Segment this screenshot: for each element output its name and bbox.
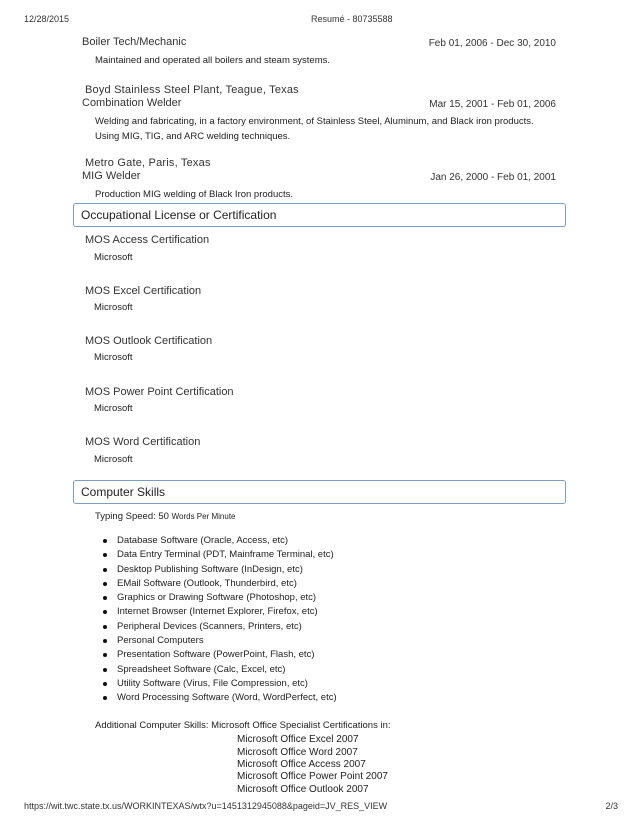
- section-header-certifications: Occupational License or Certification: [73, 203, 566, 227]
- bullet-icon: [103, 696, 107, 700]
- bullet-icon: [103, 539, 107, 543]
- job-title: Boiler Tech/Mechanic: [82, 36, 187, 48]
- bullet-icon: [103, 668, 107, 672]
- bullet-icon: [103, 568, 107, 572]
- certification-issuer: Microsoft: [94, 302, 133, 313]
- bullet-icon: [103, 639, 107, 643]
- certification-title: MOS Outlook Certification: [85, 335, 213, 347]
- job-company: Metro Gate, Paris, Texas: [85, 157, 211, 169]
- additional-skill-item: Microsoft Office Word 2007: [237, 747, 358, 758]
- computer-skills-list: [103, 534, 337, 706]
- job-dates: Feb 01, 2006 - Dec 30, 2010: [428, 38, 556, 49]
- job-description: Maintained and operated all boilers and steam systems.: [95, 55, 330, 66]
- job-description: Welding and fabricating, in a factory environment, of Stainless Steel, Aluminum, and Black iron products.: [95, 116, 534, 127]
- job-description: Production MIG welding of Black Iron products.: [95, 189, 294, 200]
- certification-issuer: Microsoft: [94, 252, 133, 263]
- bullet-icon: [103, 596, 107, 600]
- job-title: Combination Welder: [82, 97, 182, 109]
- print-date: 12/28/2015: [24, 14, 70, 24]
- list-item: Graphics or Drawing Software (Photoshop, etc): [103, 591, 337, 605]
- list-item: Peripheral Devices (Scanners, Printers, etc): [103, 620, 337, 634]
- list-item: Desktop Publishing Software (InDesign, etc): [103, 563, 337, 577]
- list-item: Presentation Software (PowerPoint, Flash, etc): [103, 648, 337, 662]
- list-item: Database Software (Oracle, Access, etc): [103, 534, 337, 548]
- certification-issuer: Microsoft: [94, 352, 133, 363]
- certification-title: MOS Access Certification: [85, 234, 210, 246]
- additional-skill-item: Microsoft Office Outlook 2007: [237, 784, 369, 795]
- job-dates: Mar 15, 2001 - Feb 01, 2006: [429, 99, 556, 110]
- section-header-computer-skills: Computer Skills: [73, 480, 566, 504]
- typing-speed-label: Typing Speed:: [95, 511, 156, 522]
- list-item: Personal Computers: [103, 634, 337, 648]
- additional-skill-item: Microsoft Office Access 2007: [237, 759, 366, 770]
- list-item: Internet Browser (Internet Explorer, Firefox, etc): [103, 605, 337, 619]
- page-number: 2/3: [605, 801, 618, 811]
- bullet-icon: [103, 582, 107, 586]
- bullet-icon: [103, 553, 107, 557]
- bullet-icon: [103, 625, 107, 629]
- certification-title: MOS Word Certification: [85, 436, 201, 448]
- list-item: Spreadsheet Software (Calc, Excel, etc): [103, 663, 337, 677]
- additional-skills-label: Additional Computer Skills: Microsoft Office Specialist Certifications in:: [95, 720, 391, 731]
- additional-skill-item: Microsoft Office Power Point 2007: [237, 771, 388, 782]
- list-item: Word Processing Software (Word, WordPerfect, etc): [103, 691, 337, 705]
- bullet-icon: [103, 610, 107, 614]
- certification-title: MOS Power Point Certification: [85, 386, 234, 398]
- bullet-icon: [103, 682, 107, 686]
- job-title: MIG Welder: [82, 170, 141, 182]
- page-url: https://wit.twc.state.tx.us/WORKINTEXAS/wtx?u=1451312945088&pageid=JV_RES_VIEW: [24, 801, 388, 811]
- certification-issuer: Microsoft: [94, 403, 133, 414]
- bullet-icon: [103, 653, 107, 657]
- typing-speed-value: 50: [158, 511, 169, 522]
- job-dates: Jan 26, 2000 - Feb 01, 2001: [430, 172, 556, 183]
- list-item: Utility Software (Virus, File Compression, etc): [103, 677, 337, 691]
- certification-issuer: Microsoft: [94, 454, 133, 465]
- page-header-title: Resumé - 80735588: [311, 14, 393, 24]
- job-company: Boyd Stainless Steel Plant, Teague, Texas: [85, 84, 299, 96]
- additional-skill-item: Microsoft Office Excel 2007: [237, 734, 359, 745]
- list-item: Data Entry Terminal (PDT, Mainframe Terminal, etc): [103, 548, 337, 562]
- list-item: EMail Software (Outlook, Thunderbird, etc): [103, 577, 337, 591]
- certification-title: MOS Excel Certification: [85, 285, 202, 297]
- typing-speed-unit: Words Per Minute: [171, 512, 236, 521]
- typing-speed: [95, 511, 235, 522]
- job-description: Using MIG, TIG, and ARC welding techniques.: [95, 131, 291, 142]
